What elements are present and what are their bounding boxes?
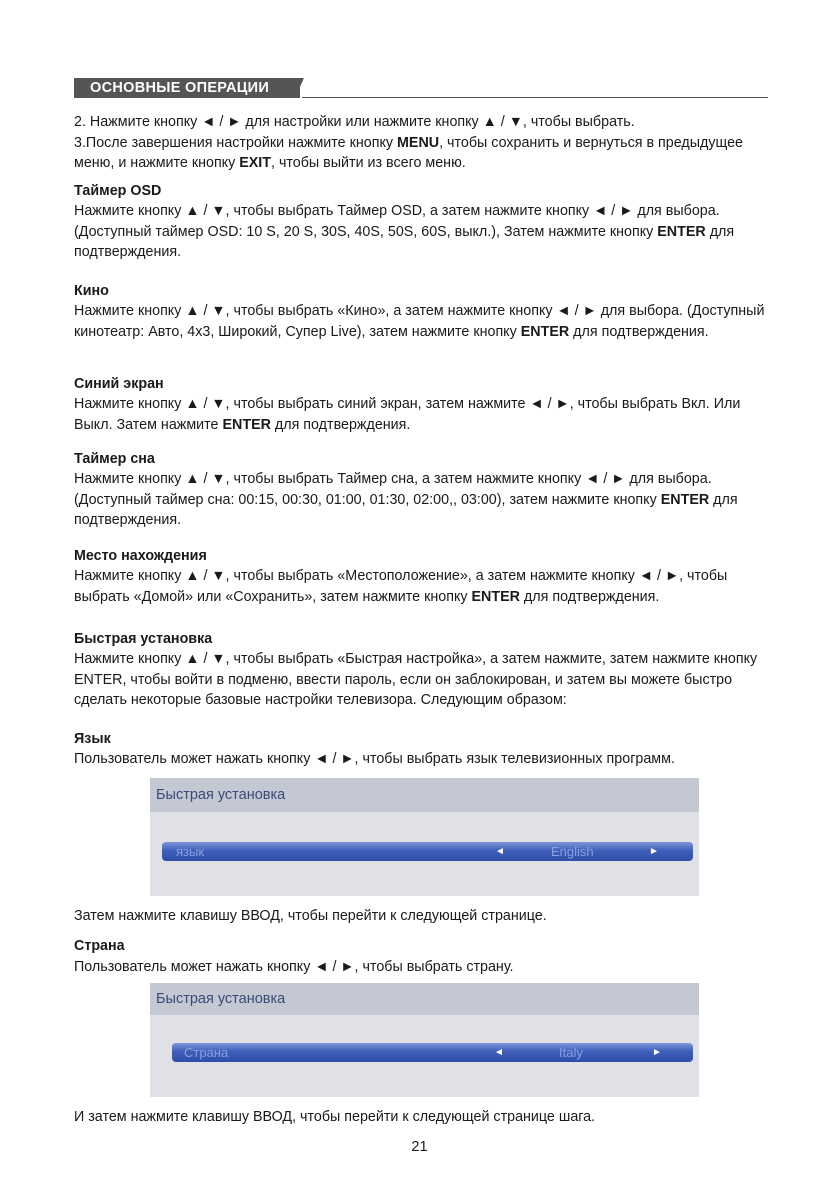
intro-line-2: 3.После завершения настройки нажмите кнопку MENU, чтобы сохранить и вернуться в предыдущее меню, и нажмите кнопку EXIT, чтобы выйти из всего меню. <box>74 134 743 171</box>
osd-timer-heading: Таймер OSD <box>74 183 162 199</box>
section-header <box>74 76 768 100</box>
location-heading: Место нахождения <box>74 548 207 564</box>
quick-setup-text: Нажмите кнопку ▲ / ▼, чтобы выбрать «Быстрая настройка», а затем нажмите, затем нажмите кнопку ENTER, чтобы войти в подменю, ввести пароль, если он заблокирован, и затем вы можете быстро сделать некоторые базовые настройки телевизора. Следующим образом: <box>74 651 758 708</box>
arrow-left-icon[interactable]: ◄ <box>495 846 505 857</box>
enter-key: ENTER <box>520 323 570 340</box>
blue-screen-heading: Синий экран <box>74 376 164 392</box>
country-option-bar[interactable] <box>172 1043 693 1062</box>
enter-key: ENTER <box>660 491 710 508</box>
option-label: язык <box>176 844 205 859</box>
cinema-heading: Кино <box>74 283 109 299</box>
country-menu-panel <box>150 983 699 1097</box>
enter-key: ENTER <box>222 416 271 433</box>
osd-timer-text: Нажмите кнопку ▲ / ▼, чтобы выбрать Таймер OSD, а затем нажмите кнопку ◄ / ► для выбора. (Доступный таймер OSD: 10 S, 20 S, 30S, 40S, 50S, 60S, выкл.), Затем нажмите кнопку ENTER для подтверждения. <box>74 203 735 260</box>
intro-paragraph <box>74 112 774 174</box>
language-text: Пользователь может нажать кнопку ◄ / ►, чтобы выбрать язык телевизионных программ. <box>74 751 675 767</box>
language-after-text: Затем нажмите клавишу ВВОД, чтобы перейти к следующей странице. <box>74 908 547 924</box>
location-text: Нажмите кнопку ▲ / ▼, чтобы выбрать «Местоположение», а затем нажмите кнопку ◄ / ►, чтобы выбрать «Домой» или «Сохранить», затем нажмите кнопку ENTER для подтверждения. <box>74 568 728 605</box>
page-number: 21 <box>411 1139 428 1155</box>
country-heading: Страна <box>74 938 125 954</box>
arrow-right-icon[interactable]: ► <box>652 1047 662 1058</box>
option-value: English <box>551 844 594 859</box>
panel-title: Быстрая установка <box>150 983 699 1015</box>
cinema-text: Нажмите кнопку ▲ / ▼, чтобы выбрать «Кино», а затем нажмите кнопку ◄ / ► для выбора. (Доступный кинотеатр: Авто, 4x3, Широкий, Супер Live), затем нажмите кнопку ENTER для подтверждения. <box>74 303 765 340</box>
country-text: Пользователь может нажать кнопку ◄ / ►, чтобы выбрать страну. <box>74 959 514 975</box>
section-tab-corner <box>295 78 304 98</box>
arrow-left-icon[interactable]: ◄ <box>494 1047 504 1058</box>
arrow-right-icon[interactable]: ► <box>649 846 659 857</box>
country-after-text: И затем нажмите клавишу ВВОД, чтобы перейти к следующей странице шага. <box>74 1109 596 1125</box>
enter-key: ENTER <box>471 588 520 605</box>
sleep-timer-heading: Таймер сна <box>74 451 155 467</box>
menu-key: MENU <box>397 134 440 151</box>
exit-key: EXIT <box>239 155 271 171</box>
option-label: Страна <box>184 1045 229 1060</box>
section-title: ОСНОВНЫЕ ОПЕРАЦИИ <box>74 78 300 98</box>
language-option-bar[interactable] <box>162 842 693 861</box>
blue-screen-text: Нажмите кнопку ▲ / ▼, чтобы выбрать синий экран, затем нажмите ◄ / ►, чтобы выбрать Вкл. Или Выкл. Затем нажмите ENTER для подтверждения. <box>74 396 741 433</box>
enter-key: ENTER <box>657 223 706 240</box>
language-menu-panel <box>150 778 699 896</box>
sleep-timer-text: Нажмите кнопку ▲ / ▼, чтобы выбрать Таймер сна, а затем нажмите кнопку ◄ / ► для выбора. (Доступный таймер сна: 00:15, 00:30, 01:00, 01:30, 02:00,, 03:00), затем нажмите кнопку ENTER для подтверждения. <box>74 471 738 528</box>
panel-title: Быстрая установка <box>150 778 699 812</box>
intro-line-1: 2. Нажмите кнопку ◄ / ► для настройки или нажмите кнопку ▲ / ▼, чтобы выбрать. <box>74 114 635 130</box>
section-rule <box>302 97 768 98</box>
quick-setup-heading: Быстрая установка <box>74 631 213 647</box>
language-heading: Язык <box>74 731 111 747</box>
option-value: Italy <box>559 1045 583 1060</box>
